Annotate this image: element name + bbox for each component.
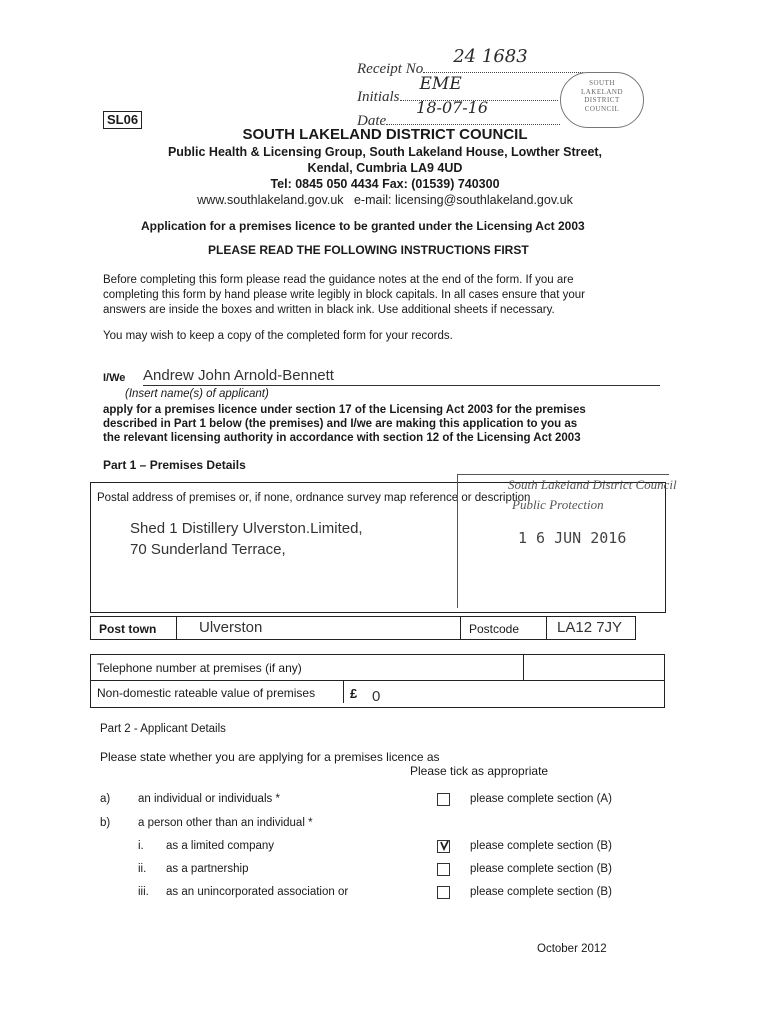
stamp-line: DISTRICT xyxy=(584,96,620,104)
option-instruction: please complete section (B) xyxy=(470,886,612,898)
option-label: as a limited company xyxy=(166,840,275,852)
option-label: an individual or individuals * xyxy=(138,793,280,805)
email-link[interactable]: licensing@southlakeland.gov.uk xyxy=(394,193,573,207)
initials-label: Initials xyxy=(357,89,400,105)
part2-heading: Part 2 - Applicant Details xyxy=(100,723,226,735)
instructions-text xyxy=(103,273,703,318)
option-label: a person other than an individual * xyxy=(138,817,313,829)
footer-date: October 2012 xyxy=(537,943,607,955)
part2-question: Please state whether you are applying for a premises licence as xyxy=(100,750,440,764)
received-stamp xyxy=(457,474,677,608)
instructions-line: Before completing this form please read the guidance notes at the end of the form. If you are xyxy=(103,274,574,286)
option-marker: ii. xyxy=(138,863,147,875)
option-marker: iii. xyxy=(138,886,149,898)
instructions-heading: PLEASE READ THE FOLLOWING INSTRUCTIONS FIRST xyxy=(208,243,529,257)
council-contact: Tel: 0845 050 4434 Fax: (01539) 740300 xyxy=(270,177,500,191)
applicant-label: I/We xyxy=(103,372,126,384)
rateable-label: Non-domestic rateable value of premises xyxy=(97,686,316,700)
statement-line: described in Part 1 below (the premises) and I/we are making this application to you as xyxy=(103,418,578,430)
tick-mark-icon xyxy=(438,839,451,852)
individual-checkbox[interactable] xyxy=(437,793,450,806)
option-label: as a partnership xyxy=(166,863,249,875)
currency-symbol: £ xyxy=(350,686,358,701)
postcode-label: Postcode xyxy=(460,616,547,640)
option-instruction: please complete section (A) xyxy=(470,793,612,805)
received-stamp-date: 1 6 JUN 2016 xyxy=(518,529,627,547)
rateable-value: 0 xyxy=(372,688,381,705)
stamp-line: LAKELAND xyxy=(580,87,624,96)
date-label: Date xyxy=(357,113,387,129)
postcode-field[interactable] xyxy=(546,616,636,640)
option-label: as an unincorporated association or xyxy=(166,886,349,898)
instructions-line: answers are inside the boxes and written in black ink. Use additional sheets if necessary. xyxy=(103,304,555,316)
email-label: e-mail: xyxy=(353,193,392,207)
premises-address-line: Shed 1 Distillery Ulverston.Limited, xyxy=(130,520,363,537)
part1-heading: Part 1 – Premises Details xyxy=(103,458,246,472)
unincorporated-association-checkbox[interactable] xyxy=(437,886,450,899)
council-address-line2: Kendal, Cumbria LA9 4UD xyxy=(307,161,463,175)
stamp-line: SOUTH xyxy=(589,79,615,87)
receipt-label: Receipt No xyxy=(357,61,424,77)
council-web-email xyxy=(0,193,770,207)
statement-line: apply for a premises licence under section 17 of the Licensing Act 2003 for the premises xyxy=(103,404,586,416)
option-instruction: please complete section (B) xyxy=(470,863,612,875)
stamp-line: COUNCIL xyxy=(584,104,620,113)
post-town-value: Ulverston xyxy=(199,619,263,636)
option-marker: i. xyxy=(138,840,144,852)
option-marker: a) xyxy=(100,793,111,805)
rateable-field[interactable] xyxy=(366,684,656,706)
post-town-field[interactable] xyxy=(176,616,461,640)
telephone-label: Telephone number at premises (if any) xyxy=(97,661,302,675)
council-round-stamp xyxy=(560,72,644,128)
received-stamp-line1: South Lakeland District Council xyxy=(508,477,677,492)
postcode-value: LA12 7JY xyxy=(557,619,623,636)
council-address-line1: Public Health & Licensing Group, South Lakeland House, Lowther Street, xyxy=(167,145,603,159)
receipt-value: 24 1683 xyxy=(453,46,528,67)
partnership-checkbox[interactable] xyxy=(437,863,450,876)
form-code: SL06 xyxy=(103,111,142,129)
telephone-field[interactable] xyxy=(523,654,665,681)
date-value: 18-07-16 xyxy=(416,98,489,117)
council-name: SOUTH LAKELAND DISTRICT COUNCIL xyxy=(242,126,528,143)
website-link[interactable]: www.southlakeland.gov.uk xyxy=(197,193,344,207)
receipt-number xyxy=(357,46,583,78)
applicant-hint: (Insert name(s) of applicant) xyxy=(125,388,269,400)
rateable-divider xyxy=(343,681,346,703)
applicant-name-field[interactable] xyxy=(143,367,660,386)
post-town-label: Post town xyxy=(90,616,177,640)
tick-instruction: Please tick as appropriate xyxy=(410,764,549,778)
option-marker: b) xyxy=(100,817,111,829)
applicant-statement xyxy=(103,403,586,445)
premises-address-label: Postal address of premises or, if none, ordnance survey map reference or description xyxy=(97,492,531,504)
limited-company-checkbox[interactable] xyxy=(437,840,450,853)
form-title: Application for a premises licence to be granted under the Licensing Act 2003 xyxy=(141,219,585,233)
option-instruction: please complete section (B) xyxy=(470,840,612,852)
received-stamp-line2: Public Protection xyxy=(512,497,604,512)
premises-address-value xyxy=(130,518,363,560)
instructions-line: completing this form by hand please write legibly in block capitals. In all cases ensure that your xyxy=(103,289,585,301)
statement-line: the relevant licensing authority in accordance with section 12 of the Licensing Act 2003 xyxy=(103,432,581,444)
initials-value: EME xyxy=(419,74,462,94)
applicant-name: Andrew John Arnold-Bennett xyxy=(143,367,334,384)
copy-note: You may wish to keep a copy of the completed form for your records. xyxy=(103,330,453,342)
premises-address-line: 70 Sunderland Terrace, xyxy=(130,541,286,558)
